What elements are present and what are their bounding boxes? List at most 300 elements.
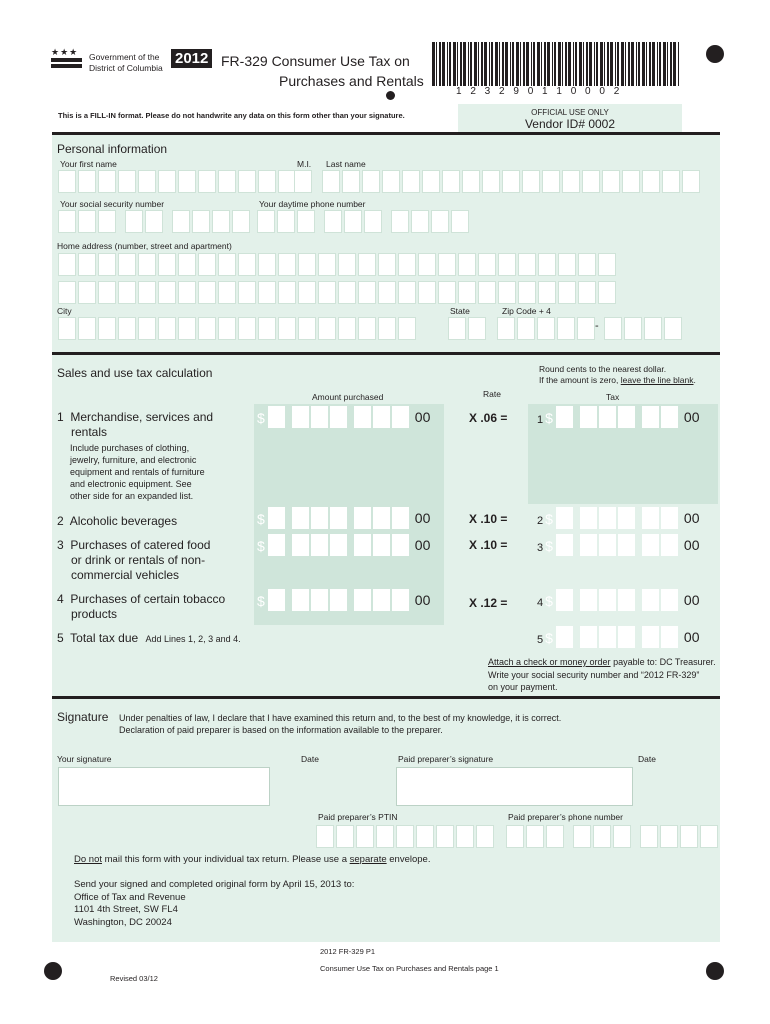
digit-box[interactable] [642, 406, 659, 428]
digit-box[interactable] [373, 406, 390, 428]
character-box[interactable] [278, 317, 296, 340]
amount-purchased-line-1[interactable] [257, 406, 430, 428]
character-box[interactable] [577, 317, 595, 340]
digit-box[interactable] [354, 406, 371, 428]
character-box[interactable] [78, 317, 96, 340]
line-2-label: 2 Alcoholic beverages [57, 514, 178, 528]
character-box[interactable] [58, 210, 76, 233]
character-box[interactable] [294, 170, 312, 193]
character-box[interactable] [358, 253, 376, 276]
city-field[interactable] [58, 317, 416, 340]
amount-purchased-line-4[interactable] [257, 589, 430, 611]
character-box[interactable] [278, 281, 296, 304]
character-box[interactable] [598, 281, 616, 304]
character-box[interactable] [238, 281, 256, 304]
barcode-bar [468, 42, 469, 86]
column-header-rate: Rate [483, 389, 501, 399]
character-box[interactable] [178, 253, 196, 276]
digit-box[interactable] [556, 589, 573, 611]
character-box[interactable] [344, 210, 362, 233]
character-box[interactable] [642, 170, 660, 193]
character-box[interactable] [644, 317, 662, 340]
state-field[interactable] [448, 317, 486, 340]
digit-box[interactable] [618, 507, 635, 529]
character-box[interactable] [324, 210, 342, 233]
label-your-signature: Your signature [57, 754, 112, 764]
label-city: City [57, 306, 72, 316]
character-box[interactable] [362, 170, 380, 193]
character-box[interactable] [145, 210, 163, 233]
character-box[interactable] [497, 317, 515, 340]
character-box[interactable] [582, 170, 600, 193]
character-box[interactable] [318, 281, 336, 304]
digit-box[interactable] [268, 534, 285, 556]
character-box[interactable] [478, 281, 496, 304]
character-box[interactable] [448, 317, 466, 340]
character-box[interactable] [613, 825, 631, 848]
digit-box[interactable] [661, 534, 678, 556]
character-box[interactable] [396, 825, 414, 848]
character-box[interactable] [138, 170, 156, 193]
character-box[interactable] [118, 253, 136, 276]
character-box[interactable] [118, 281, 136, 304]
digit-box[interactable] [373, 589, 390, 611]
character-box[interactable] [78, 170, 96, 193]
revised-date: Revised 03/12 [110, 974, 158, 983]
character-box[interactable] [431, 210, 449, 233]
character-box[interactable] [258, 253, 276, 276]
character-box[interactable] [468, 317, 486, 340]
digit-box[interactable] [661, 626, 678, 648]
ssn-field[interactable] [58, 210, 250, 233]
character-box[interactable] [125, 210, 143, 233]
character-box[interactable] [158, 281, 176, 304]
cents-placeholder: 00 [683, 629, 700, 645]
character-box[interactable] [660, 825, 678, 848]
character-box[interactable] [238, 317, 256, 340]
character-box[interactable] [277, 210, 295, 233]
character-box[interactable] [622, 170, 640, 193]
barcode-bar [575, 42, 577, 86]
line-1-label: 1 Merchandise, services and rentals [57, 410, 214, 439]
barcode-bar [663, 42, 666, 86]
line-5-label: 5 Total tax due Add Lines 1, 2, 3 and 4. [57, 631, 241, 645]
character-box[interactable] [573, 825, 591, 848]
amount-purchased-line-3[interactable] [257, 534, 430, 556]
digit-box[interactable] [373, 507, 390, 529]
character-box[interactable] [376, 825, 394, 848]
character-box[interactable] [442, 170, 460, 193]
character-box[interactable] [172, 210, 190, 233]
character-box[interactable] [342, 170, 360, 193]
character-box[interactable] [700, 825, 718, 848]
character-box[interactable] [158, 170, 176, 193]
digit-box[interactable] [580, 589, 597, 611]
character-box[interactable] [297, 210, 315, 233]
digit-box[interactable] [661, 507, 678, 529]
character-box[interactable] [358, 281, 376, 304]
character-box[interactable] [604, 317, 622, 340]
character-box[interactable] [418, 281, 436, 304]
registration-mark-small [386, 91, 395, 100]
barcode-number: 1 2 3 2 9 0 1 1 0 0 0 2 [456, 86, 623, 97]
character-box[interactable] [558, 253, 576, 276]
character-box[interactable] [98, 253, 116, 276]
dollar-sign: $ [545, 410, 553, 426]
character-box[interactable] [158, 317, 176, 340]
character-box[interactable] [178, 281, 196, 304]
character-box[interactable] [402, 170, 420, 193]
character-box[interactable] [502, 170, 520, 193]
phone-field[interactable] [257, 210, 469, 233]
barcode-bar [447, 42, 448, 86]
barcode-bar [510, 42, 511, 86]
barcode-bar [537, 42, 540, 86]
character-box[interactable] [422, 170, 440, 193]
zip-dash: - [595, 320, 599, 332]
character-box[interactable] [78, 253, 96, 276]
digit-box[interactable] [354, 507, 371, 529]
digit-box[interactable] [292, 589, 309, 611]
character-box[interactable] [158, 253, 176, 276]
address-field-line2[interactable] [58, 281, 616, 304]
barcode-bar [481, 42, 483, 86]
total-tax-due[interactable] [537, 626, 700, 648]
character-box[interactable] [338, 281, 356, 304]
barcode-bar [638, 42, 640, 86]
character-box[interactable] [518, 253, 536, 276]
box-separator [566, 825, 571, 848]
character-box[interactable] [98, 281, 116, 304]
character-box[interactable] [364, 210, 382, 233]
character-box[interactable] [562, 170, 580, 193]
digit-box[interactable] [661, 406, 678, 428]
character-box[interactable] [298, 281, 316, 304]
character-box[interactable] [138, 281, 156, 304]
tax-line-1[interactable] [537, 406, 700, 428]
barcode-bar [541, 42, 542, 86]
character-box[interactable] [318, 253, 336, 276]
character-box[interactable] [522, 170, 540, 193]
section-title-calc: Sales and use tax calculation [57, 366, 213, 380]
character-box[interactable] [198, 170, 216, 193]
digit-box[interactable] [642, 507, 659, 529]
label-preparer-phone: Paid preparer’s phone number [508, 812, 623, 822]
digit-box[interactable] [580, 626, 597, 648]
barcode-bar [659, 42, 661, 86]
character-box[interactable] [476, 825, 494, 848]
character-box[interactable] [318, 317, 336, 340]
digit-box[interactable] [292, 507, 309, 529]
digit-box[interactable] [311, 507, 328, 529]
barcode-bar [533, 42, 535, 86]
last-name-field[interactable] [322, 170, 700, 193]
barcode-bar [505, 42, 508, 86]
barcode [432, 42, 682, 86]
barcode-bar [558, 42, 561, 86]
character-box[interactable] [336, 825, 354, 848]
cents-placeholder: 00 [414, 592, 431, 608]
character-box[interactable] [418, 253, 436, 276]
barcode-bar [460, 42, 462, 86]
digit-box[interactable] [618, 534, 635, 556]
tax-line-4[interactable] [537, 589, 700, 611]
character-box[interactable] [557, 317, 575, 340]
character-box[interactable] [338, 253, 356, 276]
digit-box[interactable] [642, 589, 659, 611]
character-box[interactable] [198, 281, 216, 304]
character-box[interactable] [662, 170, 680, 193]
column-header-tax: Tax [606, 392, 620, 402]
character-box[interactable] [398, 317, 416, 340]
page-code: 2012 FR-329 P1 [320, 947, 376, 956]
character-box[interactable] [322, 170, 340, 193]
tax-line-2[interactable] [537, 507, 700, 529]
character-box[interactable] [462, 170, 480, 193]
digit-box[interactable] [330, 534, 347, 556]
preparer-phone-field[interactable] [506, 825, 718, 848]
digit-box[interactable] [556, 507, 573, 529]
barcode-bar [596, 42, 598, 86]
barcode-bar [636, 42, 637, 86]
amount-purchased-line-2[interactable] [257, 507, 430, 529]
barcode-bar [554, 42, 556, 86]
digit-box[interactable] [618, 589, 635, 611]
digit-box[interactable] [580, 534, 597, 556]
character-box[interactable] [438, 281, 456, 304]
barcode-bar [552, 42, 553, 86]
character-box[interactable] [58, 253, 76, 276]
character-box[interactable] [498, 281, 516, 304]
digit-box[interactable] [354, 589, 371, 611]
digit-box[interactable] [311, 534, 328, 556]
address-field-line1[interactable] [58, 253, 616, 276]
character-box[interactable] [542, 170, 560, 193]
digit-box[interactable] [618, 626, 635, 648]
label-last-name: Last name [326, 159, 366, 169]
character-box[interactable] [451, 210, 469, 233]
zip-field[interactable] [497, 317, 682, 340]
barcode-bar [526, 42, 529, 86]
character-box[interactable] [482, 170, 500, 193]
character-box[interactable] [664, 317, 682, 340]
character-box[interactable] [178, 317, 196, 340]
character-box[interactable] [278, 253, 296, 276]
character-box[interactable] [391, 210, 409, 233]
digit-box[interactable] [599, 507, 616, 529]
character-box[interactable] [416, 825, 434, 848]
character-box[interactable] [378, 253, 396, 276]
character-box[interactable] [98, 170, 116, 193]
label-zip: Zip Code + 4 [502, 306, 551, 316]
barcode-bar [607, 42, 609, 86]
barcode-bar [442, 42, 445, 86]
character-box[interactable] [257, 210, 275, 233]
character-box[interactable] [338, 317, 356, 340]
character-box[interactable] [58, 281, 76, 304]
digit-box[interactable] [268, 589, 285, 611]
digit-box[interactable] [599, 626, 616, 648]
character-box[interactable] [238, 253, 256, 276]
digit-box[interactable] [354, 534, 371, 556]
mail-notice: Do not mail this form with your individual tax return. Please use a separate envelope. [74, 854, 431, 865]
character-box[interactable] [518, 281, 536, 304]
character-box[interactable] [316, 825, 334, 848]
character-box[interactable] [456, 825, 474, 848]
barcode-bar [523, 42, 525, 86]
character-box[interactable] [458, 281, 476, 304]
digit-box[interactable] [292, 406, 309, 428]
character-box[interactable] [558, 281, 576, 304]
character-box[interactable] [578, 281, 596, 304]
digit-box[interactable] [392, 589, 409, 611]
barcode-bar [499, 42, 500, 86]
character-box[interactable] [58, 317, 76, 340]
character-box[interactable] [436, 825, 454, 848]
character-box[interactable] [680, 825, 698, 848]
barcode-bar [594, 42, 595, 86]
character-box[interactable] [356, 825, 374, 848]
character-box[interactable] [398, 281, 416, 304]
digit-box[interactable] [580, 507, 597, 529]
character-box[interactable] [178, 170, 196, 193]
character-box[interactable] [526, 825, 544, 848]
character-box[interactable] [538, 253, 556, 276]
character-box[interactable] [118, 170, 136, 193]
tax-line-3[interactable] [537, 534, 700, 556]
digit-box[interactable] [580, 406, 597, 428]
character-box[interactable] [546, 825, 564, 848]
character-box[interactable] [238, 170, 256, 193]
character-box[interactable] [517, 317, 535, 340]
character-box[interactable] [232, 210, 250, 233]
character-box[interactable] [258, 281, 276, 304]
barcode-bar [579, 42, 582, 86]
digit-box[interactable] [292, 534, 309, 556]
character-box[interactable] [593, 825, 611, 848]
character-box[interactable] [212, 210, 230, 233]
vendor-id: Vendor ID# 0002 [524, 117, 616, 131]
digit-box[interactable] [599, 406, 616, 428]
character-box[interactable] [118, 317, 136, 340]
character-box[interactable] [598, 253, 616, 276]
character-box[interactable] [218, 281, 236, 304]
label-mi: M.I. [297, 159, 312, 169]
character-box[interactable] [624, 317, 642, 340]
first-name-field[interactable] [58, 170, 296, 193]
character-box[interactable] [138, 253, 156, 276]
character-box[interactable] [358, 317, 376, 340]
character-box[interactable] [298, 253, 316, 276]
digit-box[interactable] [556, 626, 573, 648]
your-signature-box[interactable] [58, 767, 270, 806]
barcode-bar [502, 42, 504, 86]
ptin-field[interactable] [316, 825, 494, 848]
character-box[interactable] [218, 253, 236, 276]
barcode-bar [625, 42, 626, 86]
preparer-signature-box[interactable] [396, 767, 633, 806]
character-box[interactable] [578, 253, 596, 276]
digit-box[interactable] [642, 534, 659, 556]
digit-box[interactable] [661, 589, 678, 611]
digit-box[interactable] [392, 534, 409, 556]
barcode-bar [489, 42, 490, 86]
character-box[interactable] [298, 317, 316, 340]
character-box[interactable] [382, 170, 400, 193]
character-box[interactable] [682, 170, 700, 193]
digit-box[interactable] [373, 534, 390, 556]
character-box[interactable] [138, 317, 156, 340]
character-box[interactable] [378, 281, 396, 304]
digit-box[interactable] [311, 589, 328, 611]
character-box[interactable] [378, 317, 396, 340]
character-box[interactable] [258, 170, 276, 193]
character-box[interactable] [58, 170, 76, 193]
tax-line-number: 3 [537, 542, 544, 554]
digit-box[interactable] [599, 534, 616, 556]
character-box[interactable] [498, 253, 516, 276]
character-box[interactable] [218, 317, 236, 340]
tax-line-number: 2 [537, 515, 544, 527]
section-title-personal: Personal information [57, 142, 168, 156]
official-use-box: OFFICIAL USE ONLY Vendor ID# 0002 [458, 104, 682, 132]
line-4-label: 4 Purchases of certain tobacco products [57, 592, 226, 621]
digit-box[interactable] [268, 507, 285, 529]
digit-box[interactable] [599, 589, 616, 611]
barcode-bar [670, 42, 672, 86]
tax-line-number: 4 [537, 597, 544, 609]
dollar-sign: $ [545, 511, 553, 527]
digit-box[interactable] [556, 406, 573, 428]
digit-box[interactable] [392, 507, 409, 529]
character-box[interactable] [602, 170, 620, 193]
attach-note: Attach a check or money order payable to: DC Treasurer. Write your social security number and “2012 FR-329” on your payment. [488, 657, 716, 692]
character-box[interactable] [98, 210, 116, 233]
digit-box[interactable] [642, 626, 659, 648]
character-box[interactable] [478, 253, 496, 276]
character-box[interactable] [192, 210, 210, 233]
barcode-bar [432, 42, 435, 86]
digit-box[interactable] [330, 507, 347, 529]
character-box[interactable] [258, 317, 276, 340]
box-separator [384, 210, 389, 233]
character-box[interactable] [198, 253, 216, 276]
character-box[interactable] [411, 210, 429, 233]
character-box[interactable] [398, 253, 416, 276]
character-box[interactable] [98, 317, 116, 340]
character-box[interactable] [78, 281, 96, 304]
character-box[interactable] [78, 210, 96, 233]
character-box[interactable] [218, 170, 236, 193]
character-box[interactable] [506, 825, 524, 848]
digit-box[interactable] [330, 589, 347, 611]
digit-box[interactable] [268, 406, 285, 428]
digit-box[interactable] [311, 406, 328, 428]
digit-box[interactable] [556, 534, 573, 556]
character-box[interactable] [198, 317, 216, 340]
character-box[interactable] [537, 317, 555, 340]
character-box[interactable] [438, 253, 456, 276]
digit-box[interactable] [618, 406, 635, 428]
digit-box[interactable] [330, 406, 347, 428]
barcode-bar [436, 42, 437, 86]
character-box[interactable] [640, 825, 658, 848]
digit-box[interactable] [392, 406, 409, 428]
mi-field[interactable] [294, 170, 312, 193]
character-box[interactable] [458, 253, 476, 276]
character-box[interactable] [538, 281, 556, 304]
barcode-bar [516, 42, 519, 86]
